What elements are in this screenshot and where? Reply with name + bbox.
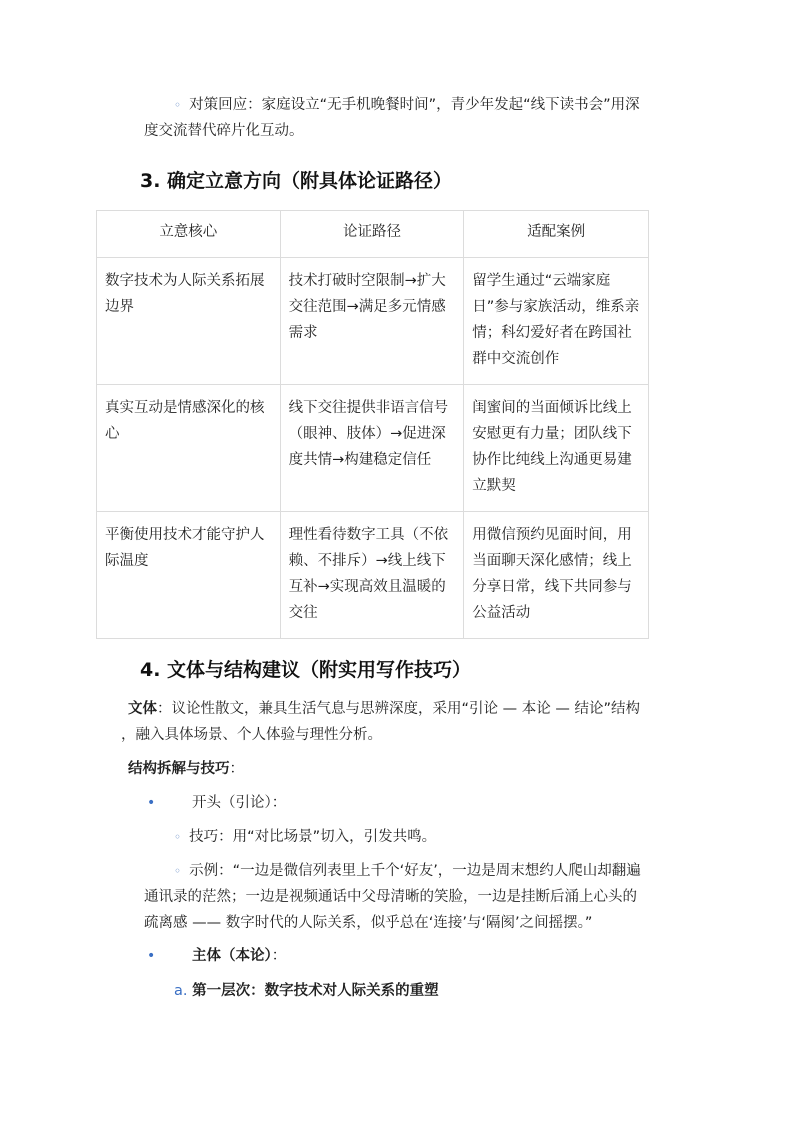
filled-dot-bullet-icon: • [147,948,156,964]
intro-line-1 [174,92,640,118]
intro-text-1: 对策回应：家庭设立“无手机晚餐时间”，青少年发起“线下读书会”用深 [189,97,640,113]
body-colon: ： [271,948,287,964]
hollow-circle-bullet-icon: ◦ [174,864,182,878]
intro-line-2: 度交流替代碎片化互动。 [144,123,304,139]
table-cell: 真实互动是情感深化的核心 [97,385,281,512]
genre-label: 文体 [128,701,157,717]
table-cell: 平衡使用技术才能守护人际温度 [97,512,281,639]
opening-label: 开头（引论） [192,795,272,811]
opening-example-line-2: 通讯录的茫然；一边是视频通话中父母清晰的笑脸，一边是挂断后涌上心头的 [144,889,637,905]
table-cell: 理性看待数字工具（不依赖、不排斥）→线上线下互补→实现高效且温暖的交往 [280,512,464,639]
genre-line-1 [128,696,640,722]
table-header-cell: 立意核心 [97,211,281,258]
table-cell: 线下交往提供非语言信号（眼神、肢体）→促进深度共情→构建稳定信任 [280,385,464,512]
table-row [97,258,649,385]
section-3-heading: 3. 确定立意方向（附具体论证路径） [140,170,453,192]
opening-label-line [192,790,286,816]
section-4-heading: 4. 文体与结构建议（附实用写作技巧） [140,659,472,681]
table-cell: 用微信预约见面时间，用当面聊天深化感情；线上分享日常，线下共同参与公益活动 [464,512,649,639]
body-level-1-text: 第一层次：数字技术对人际关系的重塑 [192,983,439,999]
filled-dot-bullet-icon: • [147,795,156,811]
opening-tip-line [174,824,436,850]
table-header-cell: 论证路径 [280,211,464,258]
table-header-cell: 适配案例 [464,211,649,258]
opening-example-line-3: 疏离感 —— 数字时代的人际关系，似乎总在‘连接’与‘隔阂’之间摇摆。” [144,915,593,931]
table-row [97,512,649,639]
table-cell: 数字技术为人际关系拓展边界 [97,258,281,385]
table-cell: 闺蜜间的当面倾诉比线上安慰更有力量；团队线下协作比纯线上沟通更易建立默契 [464,385,649,512]
opening-example-1: 示例：“一边是微信列表里上千个‘好友’，一边是周末想约人爬山却翻遍 [189,863,641,879]
structure-colon: ： [229,761,244,777]
alpha-list-marker: a. [174,983,188,999]
body-label-line [192,943,286,969]
body-level-1-line [174,978,439,1004]
hollow-circle-bullet-icon: ◦ [174,830,182,844]
structure-label: 结构拆解与技巧 [128,761,230,777]
body-label: 主体（本论） [192,948,272,964]
genre-text-1: ：议论性散文，兼具生活气息与思辨深度，采用“引论 — 本论 — 结论”结构 [157,701,640,717]
opening-colon: ： [271,795,287,811]
genre-line-2: ，融入具体场景、个人体验与理性分析。 [121,727,382,743]
opening-example-line-1 [174,858,641,884]
argument-table [96,210,649,639]
table-cell: 技术打破时空限制→扩大交往范围→满足多元情感需求 [280,258,464,385]
structure-label-line [128,756,244,782]
opening-tip: 技巧：用“对比场景”切入，引发共鸣。 [189,829,437,845]
table-header-row [97,211,649,258]
table-cell: 留学生通过“云端家庭日”参与家族活动，维系亲情；科幻爱好者在跨国社群中交流创作 [464,258,649,385]
hollow-circle-bullet-icon: ◦ [174,98,182,112]
table-row [97,385,649,512]
